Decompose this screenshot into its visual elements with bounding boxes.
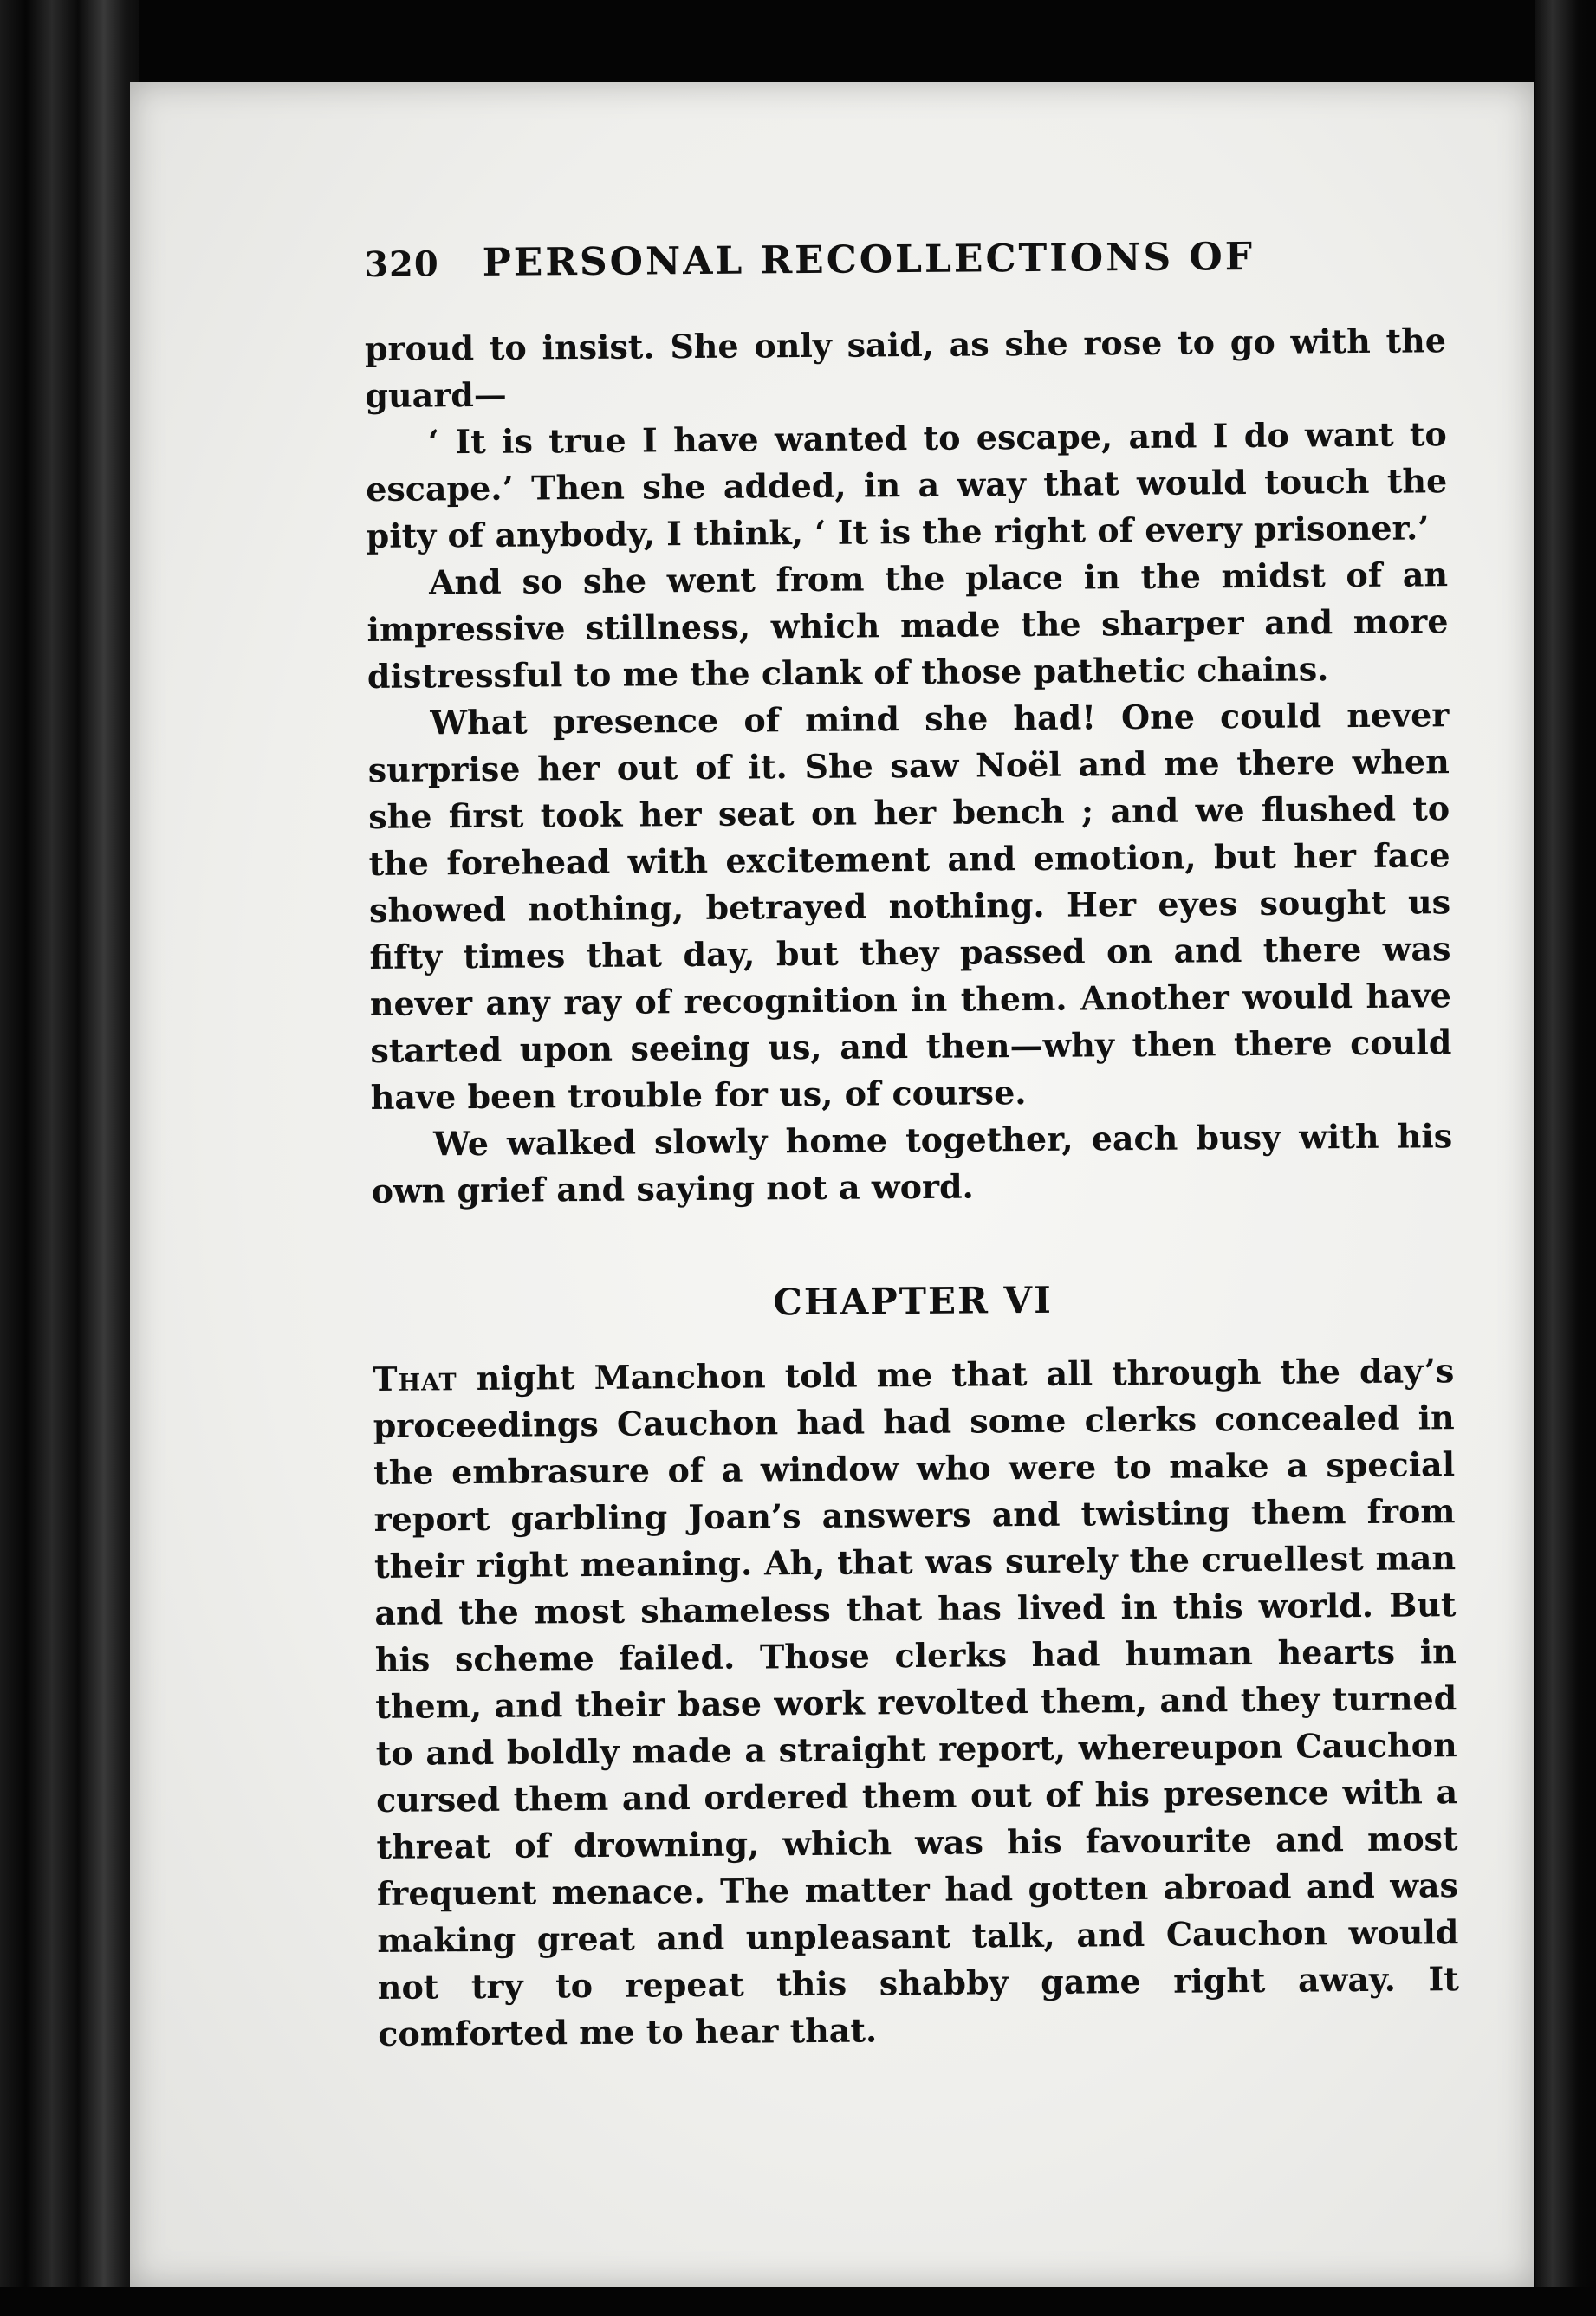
page-number: 320 xyxy=(364,243,439,285)
chapter-opening-text: night Manchon told me that all through the day’s proceedings Cauchon had had some clerks concealed in the embrasure of a window who were to make a special report garbling Joan’s answers and twisting them from their right meaning. Ah, that was surely the cruellest man and the most shameless that has lived in this world. But his scheme failed. Those clerks had human hearts in them, and their base work revolted them, and they turned to and boldly made a straight report, whereupon Cauchon cursed them and ordered them out of his presence with a threat of drowning, which was his favourite and most frequent menace. The matter had gotten abroad and was making great and unpleasant talk, and Cauchon would not try to repeat this shabby game right away. It comforted me to hear that. xyxy=(373,1351,1459,2053)
paragraph-continuation: proud to insist. She only said, as she rose to go with the guard— xyxy=(364,321,1447,415)
chapter-opening-paragraph xyxy=(373,1347,1459,2058)
running-head: PERSONAL RECOLLECTIONS OF xyxy=(482,234,1255,285)
page-right-edge xyxy=(1535,0,1596,2316)
paragraph: What presence of mind she had! One could never surprise her out of it. She saw Noël and me there when she first took her seat on her bench ; and we flushed to the forehead with excitement and emotion, but her face showed nothing, betrayed nothing. Her eyes sought us fifty times that day, but they passed on and there was never any ray of recognition in them. Another would have started upon seeing us, and then—why then there could have been trouble for us, of course. xyxy=(367,695,1452,1117)
chapter-opening-word: That xyxy=(373,1359,457,1398)
scan-bottom-border xyxy=(0,2287,1596,2316)
paragraph-quote: ‘ It is true I have wanted to escape, and I do want to escape.’ Then she added, in a way that would touch the pity of anybody, I think, ‘ It is the right of every prisoner.’ xyxy=(366,414,1448,555)
chapter-heading: CHAPTER VI xyxy=(773,1278,1053,1324)
page-text-block xyxy=(364,232,1459,2058)
book-spine-edge xyxy=(0,0,139,2316)
paragraph: We walked slowly home together, each busy with his own grief and saying not a word. xyxy=(371,1116,1453,1210)
page-header xyxy=(364,232,1445,295)
paragraph: And so she went from the place in the midst of an impressive stillness, which made the sharper and more distressful to me the clank of those pathetic chains. xyxy=(367,555,1449,696)
scan-top-border xyxy=(0,0,1596,82)
